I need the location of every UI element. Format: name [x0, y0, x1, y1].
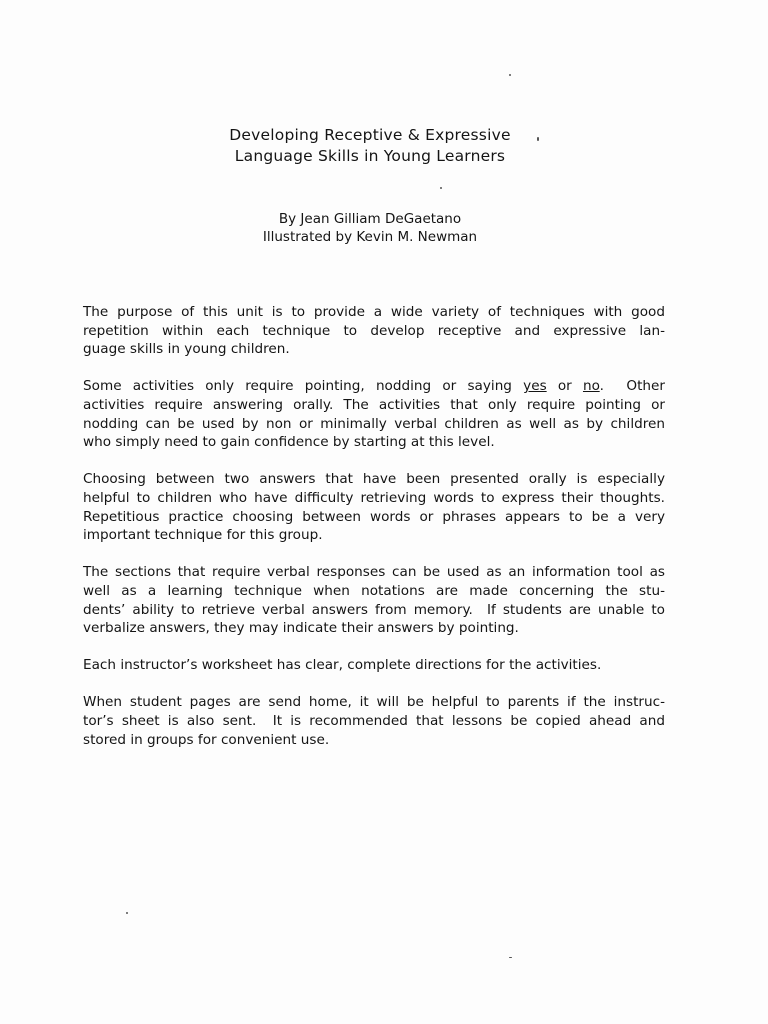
text-line: important technique for this group. [83, 527, 323, 544]
text-line [83, 377, 665, 396]
author-line: By Jean Gilliam DeGaetano [278, 211, 462, 227]
scan-speck [440, 187, 442, 189]
scan-speck [509, 957, 512, 958]
scan-speck [509, 74, 511, 76]
text-line: stored in groups for convenient use. [83, 731, 330, 748]
body-text [83, 303, 665, 768]
byline [0, 210, 740, 246]
text-run: Some activities only require pointing, nodding or saying [83, 378, 524, 395]
paragraph-choosing [83, 470, 665, 544]
text-line: who simply need to gain confidence by starting at this level. [83, 434, 495, 451]
text-run: . Other [599, 378, 665, 395]
underlined-yes: yes [523, 378, 547, 395]
text-run: or [546, 378, 583, 395]
underlined-no: no [582, 378, 600, 395]
document-title [0, 125, 740, 167]
title-line-2: Language Skills in Young Learners [234, 147, 506, 165]
text-line: The sections that require verbal responses can be used as an information tool as [83, 564, 665, 581]
text-line: tor’s sheet is also sent. It is recommended that lessons be copied ahead and [83, 713, 665, 730]
text-line: When student pages are send home, it will be helpful to parents if the instruc- [83, 694, 665, 711]
text-line: well as a learning technique when notations are made concerning the stu- [83, 582, 665, 599]
scan-speck [126, 912, 128, 914]
title-line-1: Developing Receptive & Expressive [229, 126, 511, 144]
text-line: Each instructor’s worksheet has clear, complete directions for the activities. [83, 657, 602, 674]
text-line: activities require answering orally. The activities that only require pointing or [83, 396, 665, 413]
text-line: repetition within each technique to develop receptive and expressive lan- [83, 322, 665, 339]
text-line: dents’ ability to retrieve verbal answers from memory. If students are unable to [83, 601, 665, 618]
paragraph-purpose [83, 303, 665, 359]
text-line: The purpose of this unit is to provide a wide variety of techniques with good [83, 304, 665, 320]
paragraph-verbal [83, 563, 665, 637]
paragraph-home [83, 693, 665, 749]
text-line: verbalize answers, they may indicate their answers by pointing. [83, 620, 519, 637]
text-line: Choosing between two answers that have been presented orally is especially [83, 471, 665, 488]
text-line: helpful to children who have difficulty retrieving words to express their thoughts. [83, 489, 665, 506]
illustrator-line: Illustrated by Kevin M. Newman [262, 229, 478, 245]
text-line: nodding can be used by non or minimally verbal children as well as by children [83, 415, 665, 432]
paragraph-activities [83, 377, 665, 451]
paragraph-worksheet [83, 656, 665, 675]
text-line: Repetitious practice choosing between words or phrases appears to be a very [83, 508, 665, 525]
text-line: guage skills in young children. [83, 341, 290, 358]
